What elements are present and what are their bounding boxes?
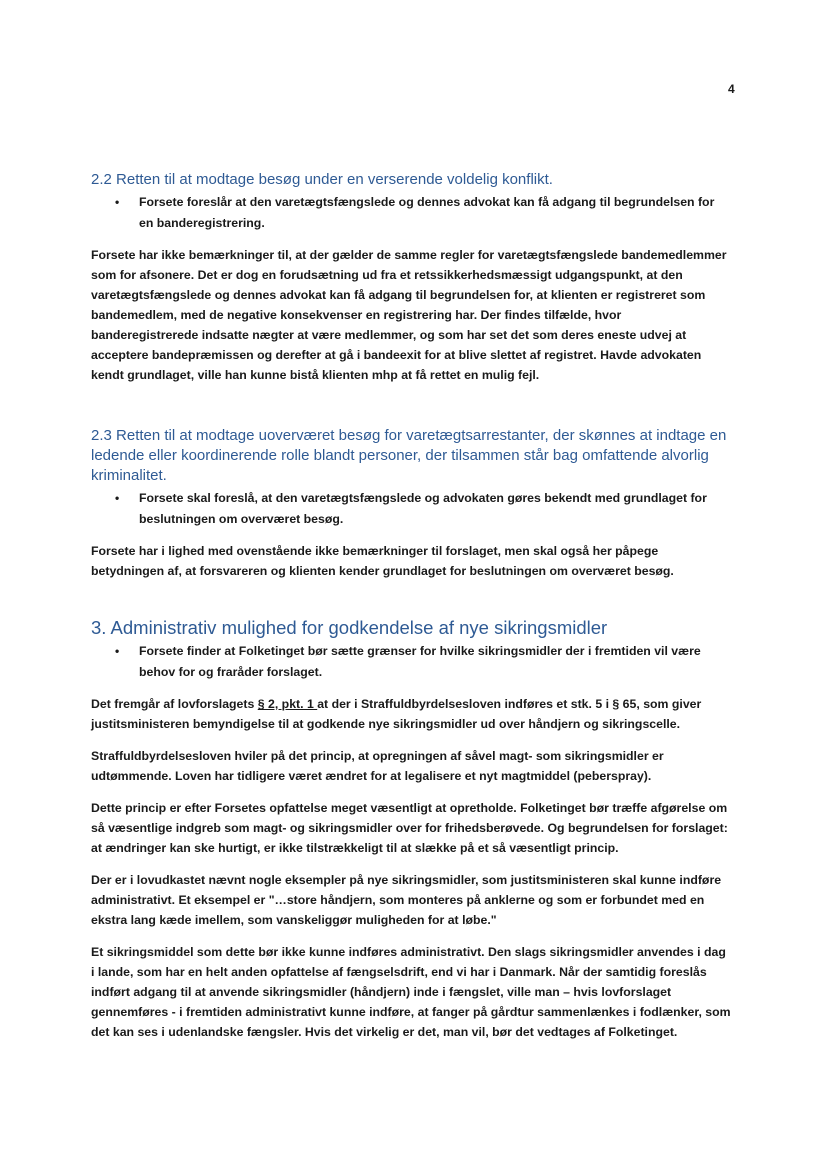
section-2-2 <box>91 170 731 385</box>
section-3 <box>91 617 731 1042</box>
section-2-3-bullet-list <box>91 488 731 529</box>
section-2-2-paragraph: Forsete har ikke bemærkninger til, at der gælder de samme regler for varetægtsfængslede bandemedlemmer som for afsonere. Det er dog en forudsætning ud fra et retssikkerhedsmæssigt udgangspunkt, at den varetægtsfængslede og dennes advokat kan få adgang til begrundelsen for, at klienten er registreret som bandemedlem, med de negative konsekvenser en registrering har. Der findes tilfælde, hvor banderegistrerede indsatte nægter at være medlemmer, og som har set det som deres eneste udvej at acceptere bandepræmissen og derefter at gå i bandeexit for at blive slettet af registret. Havde advokaten kendt grundlaget, ville han kunne bistå klienten mhp at få rettet en mulig fejl. <box>91 248 727 382</box>
section-3-bullet-list <box>91 641 731 682</box>
section-3-paragraph-5: Et sikringsmiddel som dette bør ikke kunne indføres administrativt. Den slags sikringsmidler anvendes i dag i lande, som har en helt anden opfattelse af fængselsdrift, end vi har i Danmark. Når der samtidig foreslås indført adgang til at anvende sikringsmidler (håndjern) inde i fængslet, ville man – hvis lovforslaget gennemføres - i fremtiden administrativt kunne indføre, at fanger på gårdtur sammenlænkes i fodlænker, som det kan ses i udenlandske fængsler. Hvis det virkelig er det, man vil, bør det vedtages af Folketinget. <box>91 945 731 1039</box>
document-body <box>91 170 731 1042</box>
section-2-2-heading: 2.2 Retten til at modtage besøg under en verserende voldelig konflikt. <box>91 171 553 188</box>
paragraph-1-text-after: at der i Straffuldbyrdelsesloven indføres et stk. 5 i § 65, som giver justitsministeren bemyndigelse til at godkende nye sikringsmidler ud over håndjern og sikringscelle. <box>91 697 702 731</box>
page-number: 4 <box>728 82 735 96</box>
section-3-paragraph-1 <box>91 694 731 734</box>
law-reference-link: § 2, pkt. 1 <box>257 697 318 711</box>
section-2-3-heading: 2.3 Retten til at modtage uoverværet besøg for varetægtsarrestanter, der skønnes at indtage en ledende eller koordinerende rolle blandt personer, der tilsammen står bag omfattende alvorlig kriminalitet. <box>91 427 727 484</box>
section-2-3-paragraph: Forsete har i lighed med ovenstående ikke bemærkninger til forslaget, men skal også her påpege betydningen af, at forsvareren og klienten kender grundlaget for beslutningen om overværet besøg. <box>91 544 674 578</box>
section-3-bullet: • Forsete finder at Folketinget bør sætte grænser for hvilke sikringsmidler der i fremtiden vil være behov for og fraråder forslaget. <box>91 641 731 682</box>
section-3-paragraph-2: Straffuldbyrdelsesloven hviler på det princip, at opregningen af såvel magt- som sikringsmidler er udtømmende. Loven har tidligere været ændret for at legalisere et nyt magtmiddel (peberspray). <box>91 749 664 783</box>
section-2-3-bullet: • Forsete skal foreslå, at den varetægtsfængslede og advokaten gøres bekendt med grundlaget for beslutningen om overværet besøg. <box>91 488 731 529</box>
section-2-2-bullet: • Forsete foreslår at den varetægtsfængslede og dennes advokat kan få adgang til begrundelsen for en banderegistrering. <box>91 192 731 233</box>
section-2-3 <box>91 426 731 581</box>
section-3-paragraph-3: Dette princip er efter Forsetes opfattelse meget væsentligt at opretholde. Folketinget bør træffe afgørelse om så væsentlige indgreb som magt- og sikringsmidler over for frihedsberøvede. Og begrundelsen for forslaget: at ændringer kan ske hurtigt, er ikke tilstrækkeligt til at slække på et så væsentligt princip. <box>91 801 728 855</box>
section-3-heading: 3. Administrativ mulighed for godkendelse af nye sikringsmidler <box>91 617 608 638</box>
section-3-paragraph-4: Der er i lovudkastet nævnt nogle eksempler på nye sikringsmidler, som justitsministeren skal kunne indføre administrativt. Et eksempel er "…store håndjern, som monteres på anklerne og som er forbundet med en ekstra lang kæde imellem, som vanskeliggør muligheden for at løbe." <box>91 873 722 927</box>
section-2-2-bullet-list <box>91 192 731 233</box>
paragraph-1-text-before: Det fremgår af lovforslagets <box>91 697 258 711</box>
